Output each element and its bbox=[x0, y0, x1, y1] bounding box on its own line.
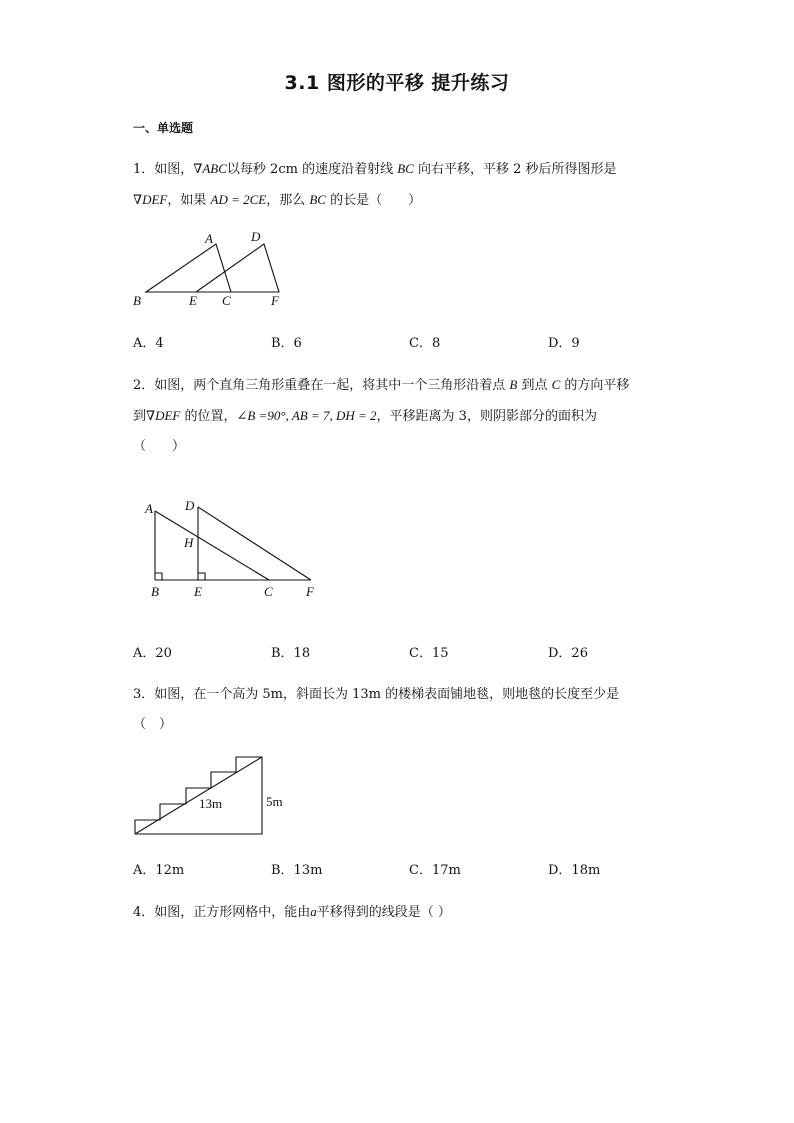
option-d[interactable]: D．9 bbox=[548, 336, 580, 351]
label-a: A bbox=[145, 501, 153, 516]
option-b[interactable]: B．13m bbox=[271, 863, 323, 878]
question-4-line-1: 4．如图，正方形网格中，能由a平移得到的线段是（ ） bbox=[133, 904, 451, 920]
page-title: 3.1 图形的平移 提升练习 bbox=[284, 72, 510, 94]
option-b[interactable]: B．18 bbox=[271, 646, 311, 661]
question-1-line-2: ∇DEF，如果 AD = 2CE，那么 BC 的长是（ ） bbox=[133, 192, 422, 208]
label-h: H bbox=[184, 535, 194, 550]
label-c: C bbox=[222, 293, 231, 308]
label-d: D bbox=[185, 498, 195, 513]
question-3-options bbox=[133, 859, 693, 879]
label-height: 5m bbox=[266, 794, 283, 809]
label-f: F bbox=[271, 293, 279, 308]
question-3-line-2: （ ） bbox=[133, 717, 173, 732]
option-c[interactable]: C．17m bbox=[409, 863, 461, 878]
question-2-line-2: 到∇DEF 的位置，∠B =90°, AB = 7, DH = 2，平移距离为 3，则阴影部分的面积为 bbox=[133, 408, 597, 424]
option-d[interactable]: D．26 bbox=[548, 646, 588, 661]
label-b: B bbox=[133, 293, 141, 308]
option-b[interactable]: B．6 bbox=[271, 336, 302, 351]
label-slope: 13m bbox=[199, 796, 223, 811]
question-2-line-3: （ ） bbox=[133, 439, 186, 454]
label-d: D bbox=[251, 229, 261, 244]
question-2-line-1: 2．如图，两个直角三角形重叠在一起，将其中一个三角形沿着点 B 到点 C 的方向平移 bbox=[133, 377, 630, 393]
label-a: A bbox=[205, 231, 213, 246]
label-c: C bbox=[264, 584, 273, 599]
label-f: F bbox=[306, 584, 314, 599]
label-b: B bbox=[151, 584, 159, 599]
option-c[interactable]: C．8 bbox=[409, 336, 441, 351]
option-a[interactable]: A．20 bbox=[133, 646, 172, 661]
section-heading: 一、单选题 bbox=[133, 121, 194, 135]
option-c[interactable]: C．15 bbox=[409, 646, 449, 661]
option-a[interactable]: A．12m bbox=[133, 863, 185, 878]
label-e: E bbox=[189, 293, 197, 308]
question-1-line-1: 1．如图，∇ABC以每秒 2cm 的速度沿着射线 BC 向右平移，平移 2 秒后所得图形是 bbox=[133, 161, 617, 177]
option-d[interactable]: D．18m bbox=[548, 863, 601, 878]
option-a[interactable]: A．4 bbox=[133, 336, 164, 351]
question-3-line-1: 3．如图，在一个高为 5m，斜面长为 13m 的楼梯表面铺地毯，则地毯的长度至少是 bbox=[133, 687, 620, 702]
question-4-text bbox=[133, 897, 673, 928]
label-e: E bbox=[194, 584, 202, 599]
